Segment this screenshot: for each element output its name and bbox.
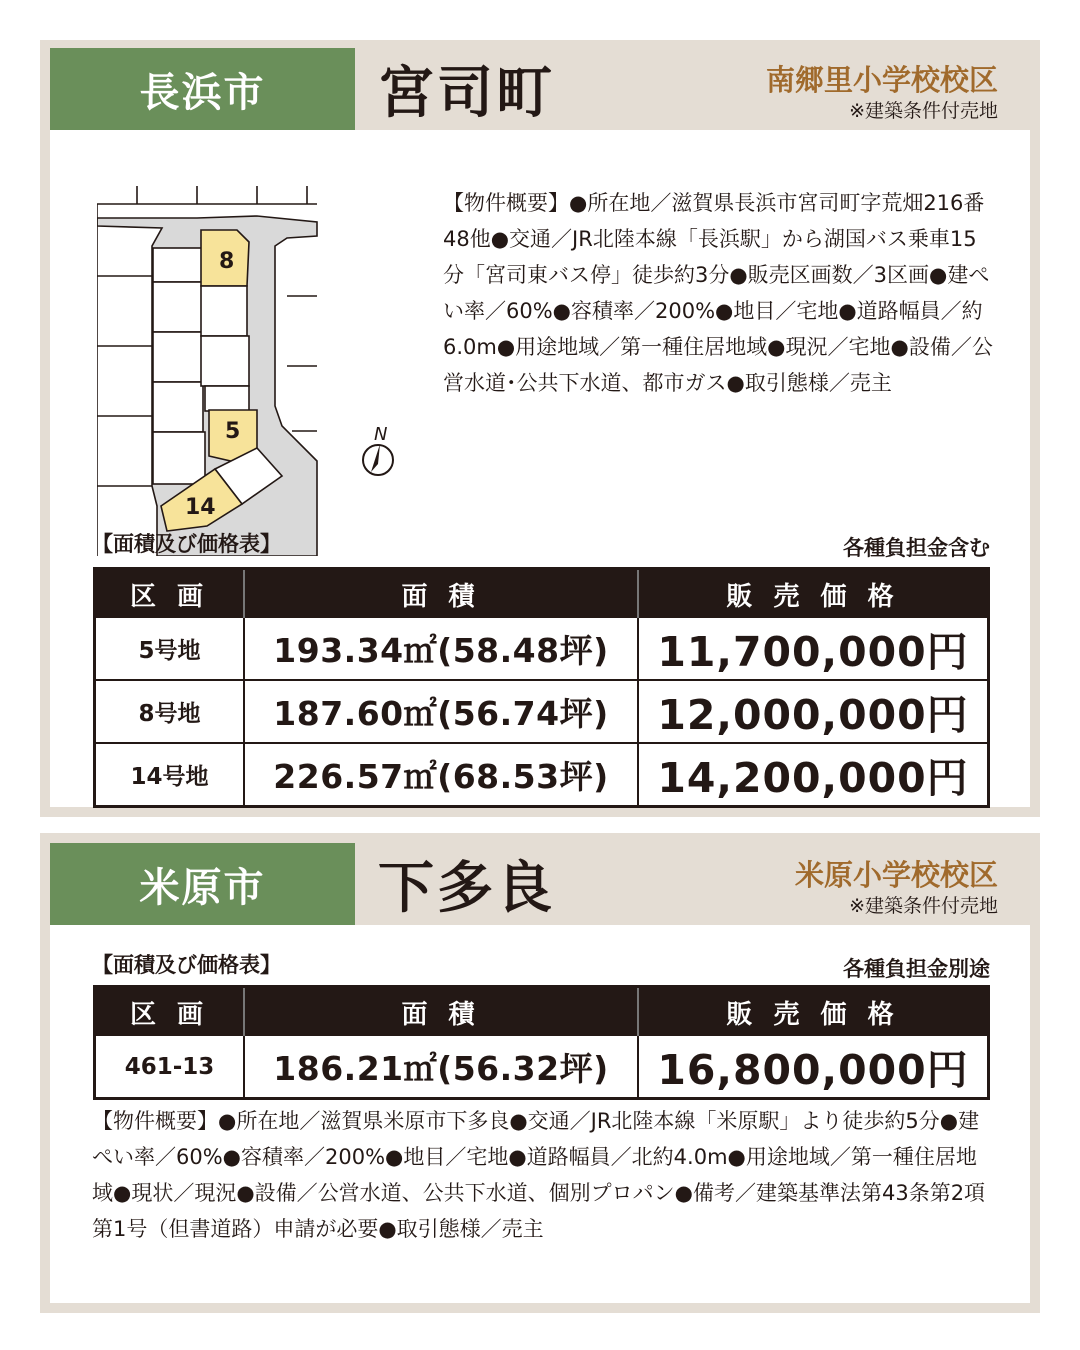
price-cell: 14,200,000円 xyxy=(638,743,989,807)
header-price: 販 売 価 格 xyxy=(638,569,989,619)
town-title: 宮司町 xyxy=(378,61,555,126)
property-overview: 【物件概要】●所在地／滋賀県米原市下多良●交通／JR北陸本線「米原駅」より徒歩約5分●建ぺい率／60%●容積率／200%●地目／宅地●道路幅員／北約4.0m●用途地域／第一種住居地域●現状／現況●設備／公営水道、公共下水道、個別プロパン●備考／建築基準法第43条第2項第1号（但書道路）申請が必要●取引態様／売主 xyxy=(92,1109,986,1241)
lot-cell: 14号地 xyxy=(95,743,245,807)
price-cell: 12,000,000円 xyxy=(638,680,989,743)
lot-cell: 8号地 xyxy=(95,680,245,743)
school-district: 米原小学校校区 xyxy=(794,858,998,892)
city-label: 長浜市 xyxy=(50,48,355,130)
school-district: 南郷里小学校校区 xyxy=(765,63,998,97)
price-table-title: 【面積及び価格表】 xyxy=(92,532,281,556)
listing-card-maibara xyxy=(40,833,1040,1313)
header-price: 販 売 価 格 xyxy=(638,987,989,1037)
price-cell: 16,800,000円 xyxy=(638,1036,989,1099)
lot-cell: 5号地 xyxy=(95,618,245,680)
price-table xyxy=(93,985,990,1100)
listing-card-nagahama xyxy=(40,40,1040,817)
area-cell: 226.57㎡(68.53坪) xyxy=(244,743,638,807)
town-title: 下多良 xyxy=(378,856,555,921)
header-area: 面 積 xyxy=(244,987,638,1037)
price-table-note: 各種負担金別途 xyxy=(843,957,990,981)
header-lot: 区 画 xyxy=(95,987,245,1037)
price-cell: 11,700,000円 xyxy=(638,618,989,680)
table-row xyxy=(95,1036,989,1099)
table-row xyxy=(95,680,989,743)
building-condition-note: ※建築条件付売地 xyxy=(849,895,998,917)
lot-cell: 461-13 xyxy=(95,1036,245,1099)
price-table-title: 【面積及び価格表】 xyxy=(92,953,281,977)
svg-text:N: N xyxy=(374,424,388,445)
header-lot: 区 画 xyxy=(95,569,245,619)
price-table-note: 各種負担金含む xyxy=(843,536,990,560)
area-cell: 186.21㎡(56.32坪) xyxy=(244,1036,638,1099)
lot-map xyxy=(97,186,387,556)
city-label: 米原市 xyxy=(50,843,355,925)
building-condition-note: ※建築条件付売地 xyxy=(849,100,998,122)
property-overview: 【物件概要】●所在地／滋賀県長浜市宮司町字荒畑216番48他●交通／JR北陸本線「長浜駅」から湖国バス乗車15分「宮司東バス停」徒歩約3分●販売区画数／3区画●建ぺい率／60%●容積率／200%●地目／宅地●道路幅員／約6.0m●用途地域／第一種住居地域●現況／宅地●設備／公営水道･公共下水道、都市ガス●取引態様／売主 xyxy=(443,191,993,395)
north-arrow-icon xyxy=(358,420,398,480)
area-cell: 187.60㎡(56.74坪) xyxy=(244,680,638,743)
price-table xyxy=(93,567,990,808)
area-cell: 193.34㎡(58.48坪) xyxy=(244,618,638,680)
header-area: 面 積 xyxy=(244,569,638,619)
lot-14-label: 14 xyxy=(185,495,216,520)
lot-8-label: 8 xyxy=(219,249,235,274)
lot-5-label: 5 xyxy=(225,419,241,444)
table-row xyxy=(95,618,989,680)
table-row xyxy=(95,743,989,807)
